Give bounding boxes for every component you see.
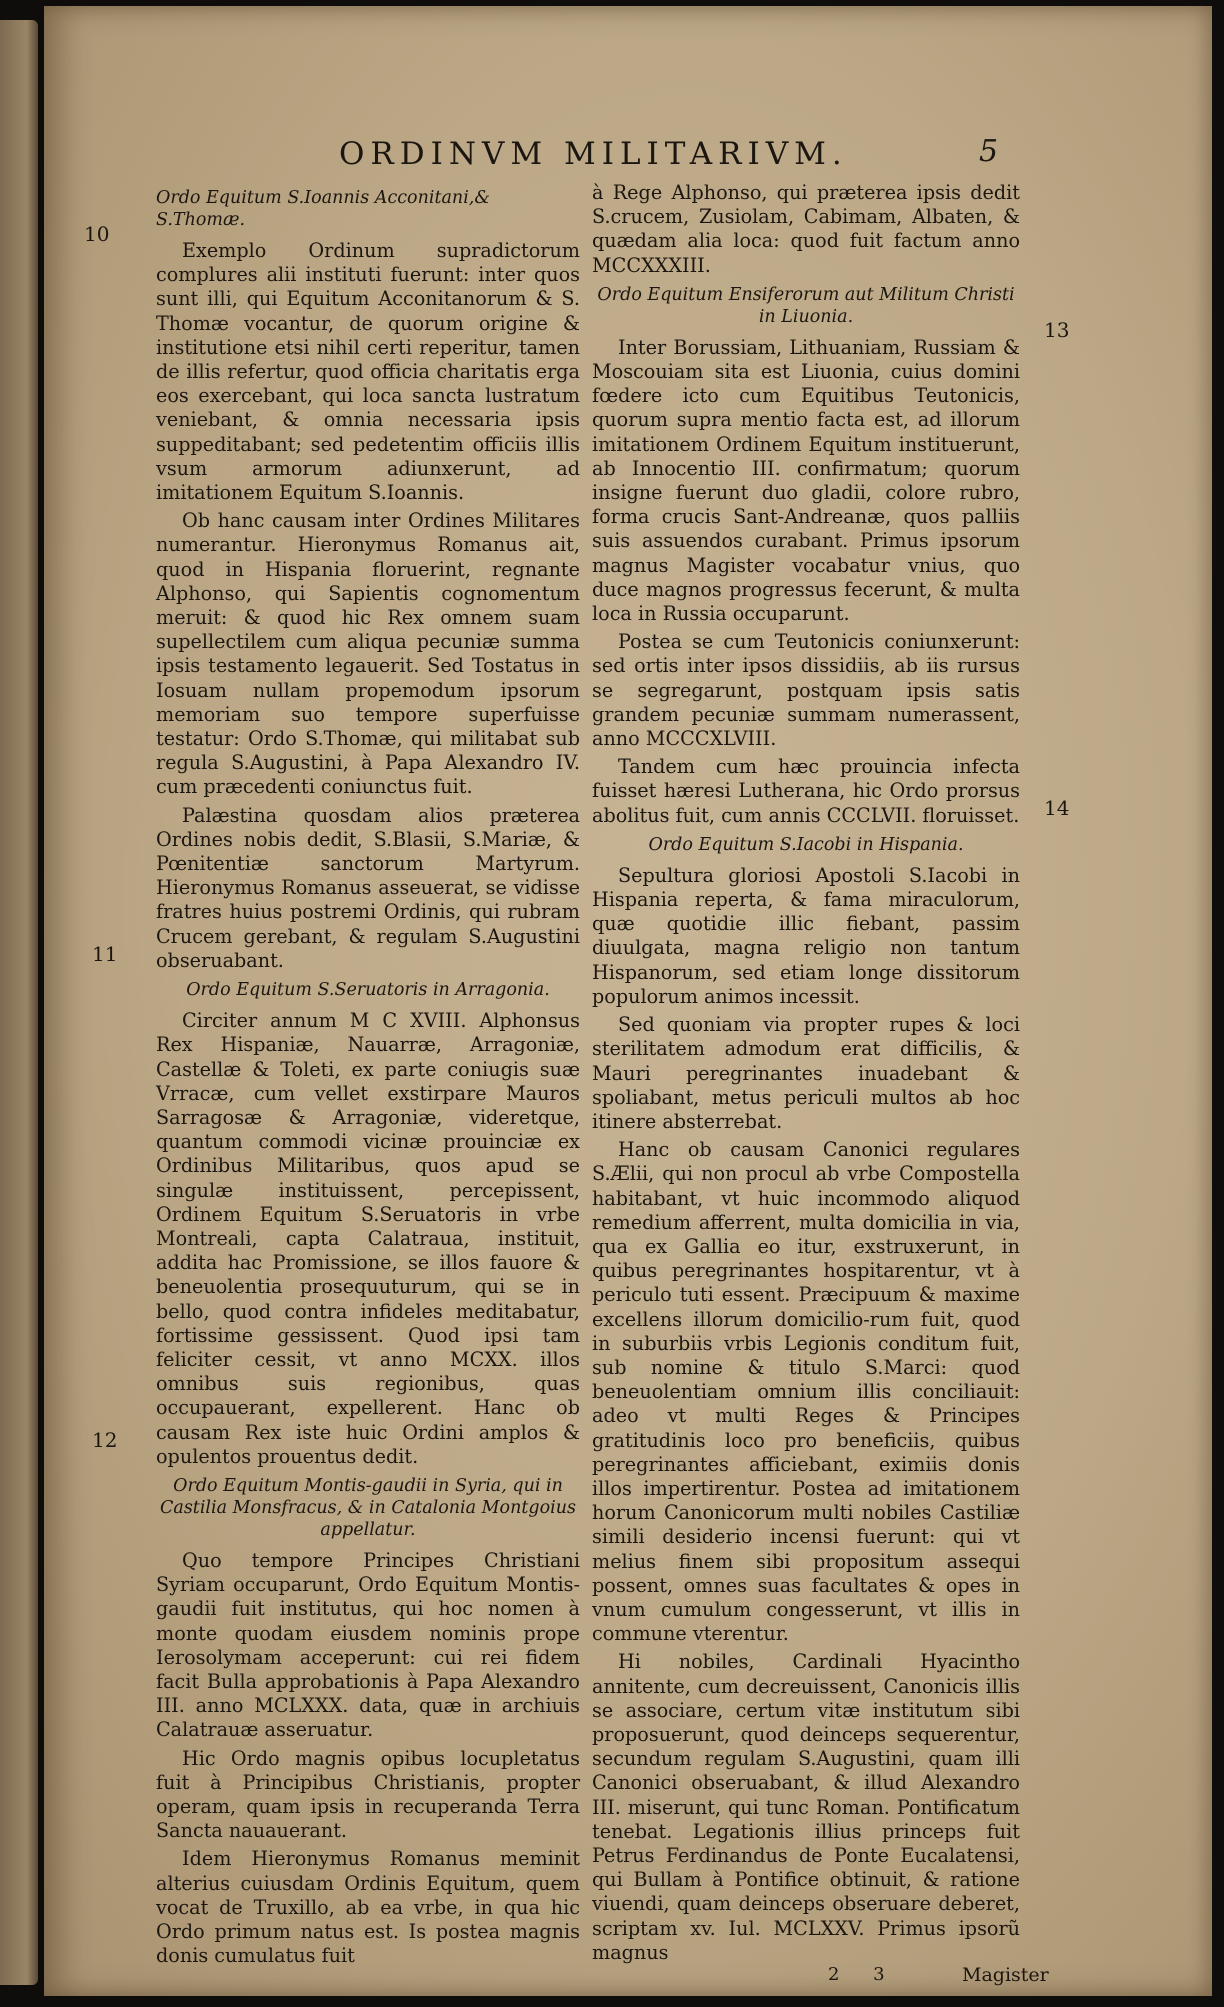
paragraph: Idem Hieronymus Romanus meminit alterius cuiusdam Ordinis Equitum, quem vocat de Truxillo, ab ea vrbe, in qua hic Ordo primum natus est. Is postea magnis donis cumulatus fuit: [156, 1847, 580, 1968]
paragraph: Ob hanc causam inter Ordines Militares numerantur. Hieronymus Romanus ait, quod in Hispania floruerint, regnante Alphonso, qui Sapientis cognomentum meruit: & quod hic Rex omnem suam supellectilem cum aliqua pecuniæ summa ipsis testamento legauerit. Sed Tostatus in Iosuam nullam propemodum ipsorum memoriam suo tempore superfuisse testatur: Ordo S.Thomæ, qui militabat sub regula S.Augustini, à Papa Alexandro IV. cum præcedenti coniunctus fuit.: [156, 509, 580, 799]
paragraph: Sed quoniam via propter rupes & loci sterilitatem admodum erat difficilis, & Mauri peregrinantes inuadebant & spoliabant, metus periculi multos ab hoc itinere absterrebat.: [592, 1013, 1020, 1133]
section-heading: Ordo Equitum Ensiferorum aut Militum Christi in Liuonia.: [597, 284, 1015, 327]
paragraph: Sepultura gloriosi Apostoli S.Iacobi in Hispania reperta, & fama miraculorum, quæ quotidie illic fiebant, passim diuulgata, magna religio non tantum Hispanorum, sed etiam longe dissitorum populorum animos incessit.: [592, 863, 1020, 1008]
paragraph: Palæstina quosdam alios præterea Ordines nobis dedit, S.Blasii, S.Mariæ, & Pœnitentiæ sanctorum Martyrum. Hieronymus Romanus asseuerat, se vidisse fratres huius postremi Ordinis, qui rubram Crucem gerebant, & regulam S.Augustini obseruabant.: [156, 803, 580, 972]
margin-number-14: 14: [1044, 796, 1070, 820]
left-column: [156, 181, 580, 1972]
margin-number-13: 13: [1044, 318, 1070, 342]
paragraph: Hanc ob causam Canonici regulares S.Ælii, qui non procul ab vrbe Compostella habitabant, vt huic incommodo aliquod remedium afferrent, multa domicilia in via, qua ex Gallia eo itur, exstruxerunt, in quibus peregrinantes hospitarentur, vt à periculo tuti essent. Præcipuum & maxime excellens illorum domicilio-rum fuit, quod in suburbiis vrbis Legionis conditum fuit, sub nomine & titulo S.Marci: quod beneuolentiam omnium illis conciliauit: adeo vt multi Reges & Principes gratitudinis loco pro beneficiis, quibus peregrinantes afficiebant, eximiis donis illos impertirentur. Postea ad imitationem horum Canonicorum multi nobiles Castiliæ simili desiderio incensi fuerunt: qui vt melius finem sibi propositum assequi possent, omnes suas facultates & opes in vnum cumulum congesserunt, vt illis in commune vterentur.: [592, 1138, 1020, 1646]
section-heading: Ordo Equitum Montis-gaudii in Syria, qui in Castilia Monsfracus, & in Catalonia Montgoius appellatur.: [160, 1475, 576, 1540]
margin-number-11: 11: [92, 942, 118, 966]
paragraph: Inter Borussiam, Lithuaniam, Russiam & Moscouiam sita est Liuonia, cuius domini fœdere icto cum Equitibus Teutonicis, quorum supra mentio facta est, ad illorum imitationem Ordinem Equitum instituerunt, ab Innocentio III. confirmatum; quorum insigne fuerunt duo gladii, colore rubro, forma crucis Sant-Andreanæ, quos palliis suis assuendos curabant. Primus ipsorum magnus Magister vocabatur vnius, quo duce magnos progressus fecerunt, & multa loca in Russia occuparunt.: [592, 335, 1020, 626]
book-page: [44, 6, 1212, 1996]
paragraph: Hi nobiles, Cardinali Hyacintho annitente, cum decreuissent, Canonicis illis se associare, certum vitæ institutum sibi proposuerunt, quod deinceps sequerentur, secundum regulam S.Augustini, quam illi Canonici obseruabant, & illud Alexandro III. miserunt, qui tunc Roman. Pontificatum tenebat. Legationis illius princeps fuit Petrus Ferdinandus de Ponte Eucalatensi, qui Bullam à Pontifice obtinuit, & ratione viuendi, quam deinceps obseruare deberet, scriptam xv. Iul. MCLXXV. Primus ipsorũ magnus: [592, 1650, 1020, 1964]
running-head: [44, 136, 1212, 176]
paragraph: à Rege Alphonso, qui præterea ipsis dedit S.crucem, Zusiolam, Cabimam, Albaten, & quædam alia loca: quod fuit factum anno MCCXXXIII.: [592, 181, 1020, 277]
catchword: Magister: [962, 1964, 1049, 1986]
running-title: ORDINVM MILITARIVM.: [339, 136, 848, 172]
page-number: 5: [979, 134, 999, 169]
margin-number-12: 12: [92, 1428, 118, 1452]
paragraph: Circiter annum M C XVIII. Alphonsus Rex Hispaniæ, Nauarræ, Arragoniæ, Castellæ & Toleti, ex parte coniugis suæ Vrracæ, cum vellet exstirpare Mauros Sarragosæ & Arragoniæ, videretque, quantum commodi vicinæ prouinciæ ex Ordinibus Militaribus, quos apud se singulæ instituissent, percepissent, Ordinem Equitum S.Seruatoris in vrbe Montreali, capta Calatraua, instituit, addita hac Promissione, se illos fauore & beneuolentia prosequuturum, qui se in bello, quod contra infideles meditabatur, fortissime gessissent. Quod ipsi tam feliciter cessit, vt anno MCXX. illos omnibus suis regionibus, quas occupauerant, expellerent. Hanc ob causam Rex iste huic Ordini amplos & opulentos prouentus dedit.: [156, 1009, 580, 1468]
margin-number-10: 10: [84, 222, 110, 246]
signature-mark: 2 3: [828, 1964, 899, 1985]
paragraph: Tandem cum hæc prouincia infecta fuisset hæresi Lutherana, hic Ordo prorsus abolitus fuit, cum annis CCCLVII. floruisset.: [592, 755, 1020, 827]
section-heading: Ordo Equitum S.Ioannis Acconitani,& S.Thomæ.: [156, 188, 490, 230]
section-heading: Ordo Equitum S.Seruatoris in Arragonia.: [186, 980, 550, 1001]
paragraph: Exemplo Ordinum supradictorum complures alii instituti fuerunt: inter quos sunt illi, qui Equitum Acconitanorum & S. Thomæ vocantur, de quorum origine & institutione etsi nihil certi reperitur, tamen de illis refertur, quod officia charitatis erga eos exercebant, qui loca sancta lustratum veniebant, & omnia necessaria ipsis suppeditabant; sed pedetentim officiis illis vsum armorum adiunxerunt, ad imitationem Equitum S.Ioannis.: [156, 239, 580, 505]
paragraph: Quo tempore Principes Christiani Syriam occuparunt, Ordo Equitum Montis-gaudii fuit institutus, qui hoc nomen à monte quodam eiusdem nominis prope Ierosolymam acceperunt: cui rei fidem facit Bulla approbationis à Papa Alexandro III. anno MCLXXX. data, quæ in archiuis Calatrauæ asseruatur.: [156, 1548, 580, 1742]
section-heading: Ordo Equitum S.Iacobi in Hispania.: [648, 834, 964, 855]
right-column: [592, 181, 1020, 1969]
previous-page-edge: [0, 20, 38, 1985]
paragraph: Postea se cum Teutonicis coniunxerunt: sed ortis inter ipsos dissidiis, ab iis rursus se segregarunt, postquam ipsis satis grandem pecuniæ summam numerassent, anno MCCCXLVIII.: [592, 630, 1020, 751]
paragraph: Hic Ordo magnis opibus locupletatus fuit à Principibus Christianis, propter operam, quam ipsis in recuperanda Terra Sancta nauauerant.: [156, 1746, 580, 1843]
